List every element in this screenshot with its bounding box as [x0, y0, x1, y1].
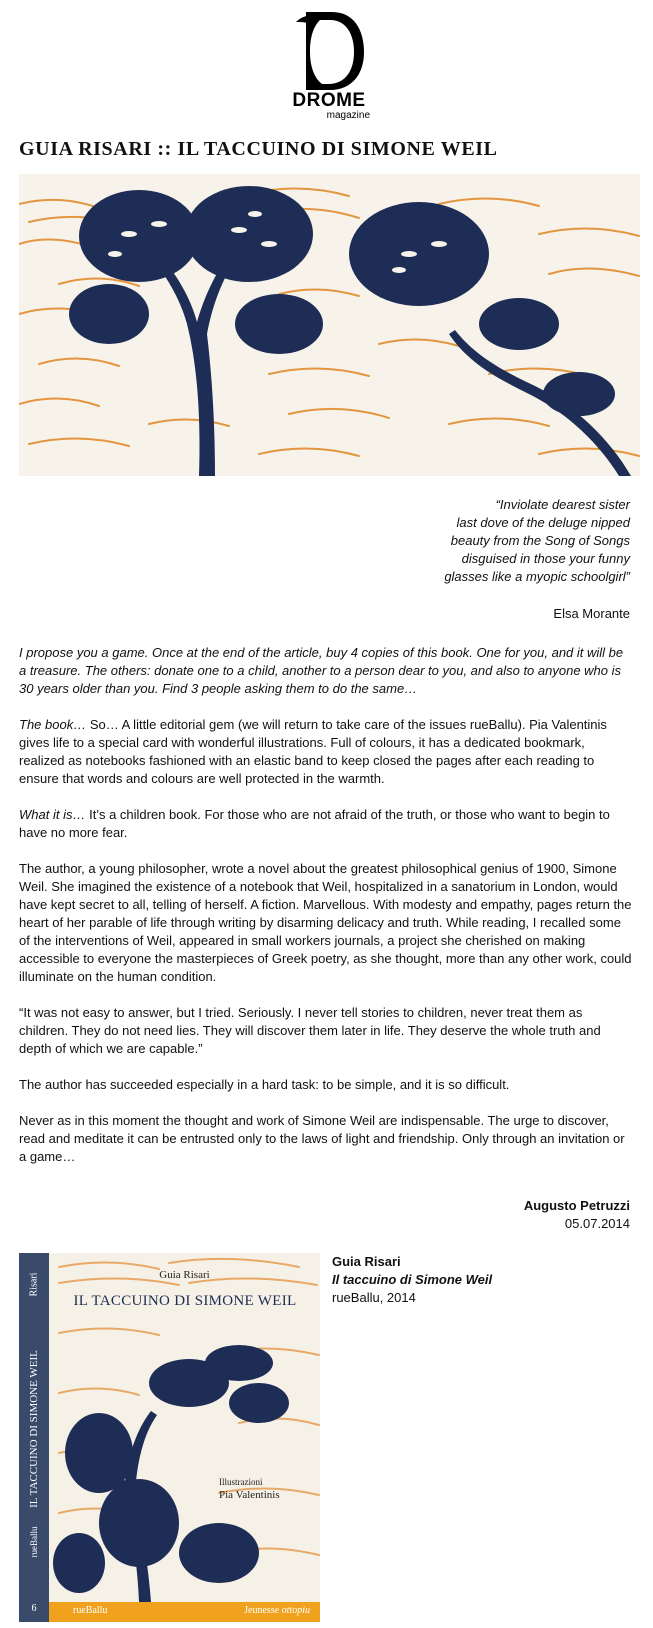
book-publisher: rueBallu, 2014: [332, 1290, 416, 1305]
brand-name: DROME: [292, 90, 366, 111]
cover-spine: [19, 1253, 49, 1622]
hero-image: [19, 174, 640, 476]
drome-d-logo-icon: [292, 8, 366, 92]
paragraph: Never as in this moment the thought and work of Simone Weil are indispensable. The urge to discover, read and meditate it can be entrusted only to the laws of light and friendship. Only through an invitation or a game…: [19, 1113, 625, 1164]
article-body: [19, 644, 633, 1184]
signature: [524, 1197, 630, 1233]
paragraph-lead: The book…: [19, 717, 87, 732]
spine-publisher: rueBallu: [29, 1526, 39, 1558]
brand-sub: magazine: [326, 110, 370, 121]
paragraph: [19, 716, 633, 788]
cover-series: [244, 1605, 310, 1616]
paragraph: [19, 806, 633, 842]
cover-band: [49, 1602, 320, 1622]
paragraph-lead: What it is…: [19, 807, 86, 822]
quote-line: glasses like a myopic schoolgirl”: [444, 569, 630, 584]
cover-series-sub: ottopiu: [281, 1605, 310, 1616]
cover-series-name: Jeunesse: [244, 1605, 280, 1616]
cover-illustrator: Pia Valentinis: [219, 1489, 280, 1501]
cover-publisher: rueBallu: [73, 1605, 108, 1616]
paragraph-italic: I propose you a game. Once at the end of the article, buy 4 copies of this book. One for you, and it will be a treasure. The others: donate one to a child, another to a person dear to you, and also to anyone who is 30 years older than you. Find 3 people asking them to do the same…: [19, 645, 624, 696]
signature-date: 05.07.2014: [564, 1216, 630, 1231]
paragraph-text: So… A little editorial gem (we will return to take care of the issues rueBallu). Pia Valentinis gives life to a special card with wonderful illustrations. Full of colours, it has a dedicated bookmark, realized as notebooks fashioned with an elastic band to keep closed the pages after each reading to ensure that words and colours are well protected in the warmth.: [19, 717, 607, 786]
paragraph-text: It’s a children book. For those who are not afraid of the truth, or those who want to begin to have no more fear.: [19, 807, 610, 840]
paragraph: The author has succeeded especially in a hard task: to be simple, and it is so difficult.: [19, 1077, 510, 1092]
book-title: Il taccuino di Simone Weil: [332, 1272, 493, 1287]
quote-line: “Inviolate dearest sister: [495, 497, 630, 512]
cover-illus-label: Illustrazioni: [219, 1477, 263, 1487]
article-title: GUIA RISARI :: IL TACCUINO DI SIMONE WEIL: [19, 138, 498, 160]
tree-illustration-icon: [19, 174, 640, 476]
book-author: Guia Risari: [332, 1254, 401, 1269]
book-info: [332, 1253, 492, 1307]
spine-number: 6: [31, 1603, 37, 1614]
quote-line: beauty from the Song of Songs: [450, 533, 630, 548]
drome-logo[interactable]: [274, 8, 384, 126]
quote-line: last dove of the deluge nipped: [456, 515, 630, 530]
paragraph: The author, a young philosopher, wrote a novel about the greatest philosophical genius of 1900, Simone Weil. She imagined the existence of a notebook that Weil, hospitalized in a sanatorium in London, would have kept secret to all, telling of herself. A fiction. Marvellous. With modesty and empathy, pages return the heart of her parable of life through writing by disarming delicacy and truth. While reading, I recalled some of the interventions of Weil, appeared in small workers journals, a project she cherished on making accessible to everyone the masterpieces of Greek poetry, as she thought, more than any other work, could illuminate on the human condition.: [19, 861, 632, 984]
paragraph: [19, 644, 633, 698]
spine-title: IL TACCUINO DI SIMONE WEIL: [28, 1350, 40, 1508]
cover-author: Guia Risari: [159, 1269, 210, 1281]
epigraph-quote: [270, 496, 630, 586]
book-cover: [19, 1253, 320, 1622]
cover-title: IL TACCUINO DI SIMONE WEIL: [73, 1293, 297, 1309]
paragraph: “It was not easy to answer, but I tried. Seriously. I never tell stories to children, never treat them as children. They do not need lies. They will discover them later in life. They deserve the whole truth and depth of which we are capable.”: [19, 1005, 601, 1056]
quote-line: disguised in those your funny: [461, 551, 630, 566]
signature-name: Augusto Petruzzi: [523, 1198, 630, 1213]
quote-author: Elsa Morante: [553, 606, 630, 621]
spine-author: Risari: [28, 1272, 40, 1297]
